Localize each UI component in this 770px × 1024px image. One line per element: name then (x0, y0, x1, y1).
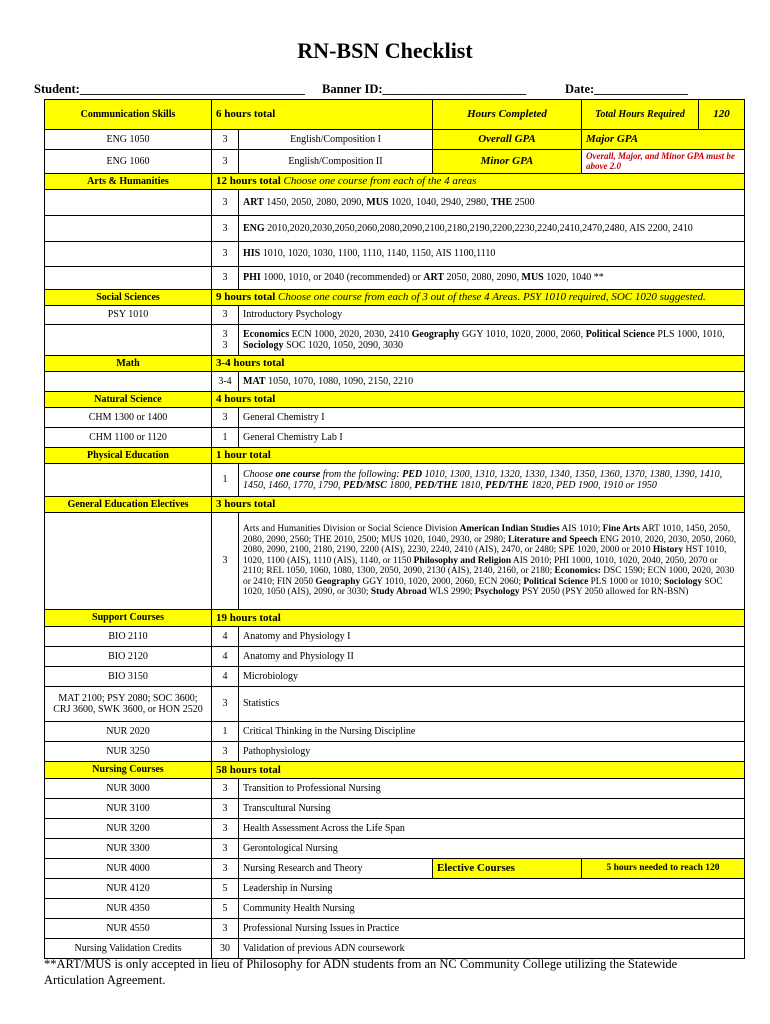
course-description: Transition to Professional Nursing (239, 779, 745, 799)
course-description: Anatomy and Physiology I (239, 627, 745, 647)
page-title: RN-BSN Checklist (297, 38, 473, 63)
course-options (239, 242, 745, 267)
course-code: ENG 1060 (45, 150, 212, 174)
major-gpa-label: Major GPA (582, 130, 745, 150)
text-run: Arts and Humanities Division or Social Science Division (243, 524, 460, 535)
section-hours-text: 3 hours total (216, 498, 276, 511)
table-row (45, 722, 745, 742)
course-hours: 3 (212, 799, 239, 819)
text-run: Political Science (585, 328, 655, 340)
table-row (45, 325, 745, 356)
course-hours: 4 (212, 627, 239, 647)
section-header-row (45, 448, 745, 464)
text-run: ENG 2010, 2020, 2030, 2050, 2060, 2080, 2090, 2100, 2180, 2190, 2200 (AIS), 2230, 2240, 2410 (AIS), 2470, or 2480; SPE 1020, 2000 or 2010 (243, 534, 737, 556)
section-title-gen_ed: General Education Electives (45, 497, 212, 513)
section-title-nursing: Nursing Courses (45, 762, 212, 779)
section-hours-text: 19 hours total (216, 611, 281, 624)
course-description: Statistics (239, 687, 745, 722)
table-row (45, 464, 745, 497)
section-hours-natural (212, 392, 745, 408)
minor-gpa-label: Minor GPA (433, 150, 582, 174)
footnote: **ART/MUS is only accepted in lieu of Philosophy for ADN students from an NC Community College utilizing the Statewide Articulation Agreement. (44, 957, 678, 988)
table-row (45, 899, 745, 919)
course-code: Nursing Validation Credits (45, 939, 212, 959)
section-title-arts: Arts & Humanities (45, 174, 212, 190)
section-hours-text: 58 hours total (216, 763, 281, 776)
section-title-pe: Physical Education (45, 448, 212, 464)
empty-cell (45, 325, 212, 356)
empty-cell (45, 267, 212, 290)
text-run: ART 1010, 1450, 2050, 2080, 2090, 2560; THE 2010, 2500; MUS 1020, 1040, 2930, or 2980; (243, 524, 731, 545)
text-run: 1020, 1040 ** (543, 272, 604, 284)
table-row (45, 428, 745, 448)
gpa-requirement-note: Overall, Major, and Minor GPA must be above 2.0 (582, 150, 745, 174)
course-description: Gerontological Nursing (239, 839, 745, 859)
section-hours-social (212, 290, 745, 306)
text-run: from the following: (320, 468, 403, 480)
empty-cell (45, 372, 212, 392)
text-run: 1020, 1040, 2940, 2980, (388, 196, 491, 208)
course-hours: 3-4 (212, 372, 239, 392)
course-hours: 5 (212, 879, 239, 899)
text-run: PED/MSC (343, 480, 387, 491)
text-run: 1050, 1070, 1080, 1090, 2150, 2210 (265, 375, 414, 387)
text-run: Literature and Speech (507, 534, 598, 545)
text-run: Philosophy and Religion (413, 555, 512, 566)
course-hours: 3 (212, 859, 239, 879)
course-hours: 4 (212, 647, 239, 667)
text-run: MUS (521, 272, 544, 284)
empty-cell (45, 513, 212, 610)
text-run: PED/THE (485, 480, 529, 491)
course-description: General Chemistry I (239, 408, 745, 428)
course-code: BIO 2120 (45, 647, 212, 667)
section-hint: Choose one course from each of 3 out of these 4 Areas. PSY 1010 required, SOC 1020 suggested. (278, 291, 706, 304)
course-options (239, 216, 745, 242)
course-code: NUR 2020 (45, 722, 212, 742)
table-row (45, 190, 745, 216)
section-title-communication: Communication Skills (45, 100, 212, 130)
course-hours: 1 (212, 464, 239, 497)
course-hours-line: 3 (222, 328, 228, 340)
course-hours: 3 (212, 919, 239, 939)
section-hours-math (212, 356, 745, 372)
section-hours-pe (212, 448, 745, 464)
course-options (239, 513, 745, 610)
course-code: NUR 3000 (45, 779, 212, 799)
table-row (45, 799, 745, 819)
text-run: Economics (243, 328, 290, 340)
section-hours-support (212, 610, 745, 627)
text-run: THE (491, 196, 513, 208)
empty-cell (45, 190, 212, 216)
section-header-row (45, 290, 745, 306)
course-description: General Chemistry Lab I (239, 428, 745, 448)
elective-hours-note: 5 hours needed to reach 120 (582, 859, 745, 879)
course-code: NUR 3300 (45, 839, 212, 859)
course-hours: 30 (212, 939, 239, 959)
text-run: 2050, 2080, 2090, (444, 272, 522, 284)
course-description: English/Composition II (239, 150, 433, 174)
course-options (239, 190, 745, 216)
section-hours-arts (212, 174, 745, 190)
course-description: Community Health Nursing (239, 899, 745, 919)
text-run: 1000, 1010, or 2040 (recommended) or (260, 272, 424, 284)
date-field-label: Date:_______________ (565, 82, 688, 96)
section-hours-communication: 6 hours total (212, 100, 433, 130)
text-run: HST 1010, 1020, 1100 (AIS), 1110 (AIS), 1140, or 1150 (243, 545, 727, 566)
section-hint: Choose one course from each of the 4 areas (283, 175, 477, 188)
table-row (45, 879, 745, 899)
table-row (45, 647, 745, 667)
text-run: ART (423, 272, 445, 284)
section-title-math: Math (45, 356, 212, 372)
course-hours (212, 325, 239, 356)
text-run: American Indian Studies (459, 524, 560, 535)
table-row (45, 513, 745, 610)
course-code: NUR 3250 (45, 742, 212, 762)
course-code: NUR 4350 (45, 899, 212, 919)
text-run: 1810, (457, 480, 486, 491)
text-run: 1010, 1300, 1310, 1320, 1330, 1340, 1350, 1360, 1370, 1380, 1390, 1410, 1450, 1460, 1770, 1790, (243, 468, 723, 491)
text-run: GGY 1010, 1020, 2000, 2060, ECN 2060; (360, 576, 524, 587)
section-header-row (45, 610, 745, 627)
text-run: History (652, 545, 684, 556)
section-header-row (45, 762, 745, 779)
text-run: Geography (315, 576, 361, 587)
section-header-row (45, 356, 745, 372)
course-hours-line: 3 (222, 340, 228, 351)
course-description: Nursing Research and Theory (239, 859, 433, 879)
course-description: Microbiology (239, 667, 745, 687)
section-header-row (45, 392, 745, 408)
table-row (45, 627, 745, 647)
text-run: GGY 1010, 1020, 2000, 2060, (459, 328, 586, 340)
text-run: WLS 2990; (426, 587, 475, 598)
table-row (45, 372, 745, 392)
course-code: CHM 1100 or 1120 (45, 428, 212, 448)
table-row (45, 216, 745, 242)
course-hours: 3 (212, 216, 239, 242)
hours-completed-label: Hours Completed (433, 100, 582, 130)
text-run: ART (243, 196, 264, 208)
table-row (45, 408, 745, 428)
course-code: ENG 1050 (45, 130, 212, 150)
table-row (45, 242, 745, 267)
table-row (45, 306, 745, 325)
text-run: AIS 2010; PHI 1000, 1010, 1020, 2040, 2050, 2070 or 2110; REL 1050, 1060, 1080, 1300, 2050, 2090, 2130 (AIS), 2140, 2160, or 2180; (243, 555, 718, 577)
course-code: PSY 1010 (45, 306, 212, 325)
student-field-label: Student:____________________________________ (34, 82, 305, 96)
text-run: Political Science (523, 576, 589, 587)
text-run: Study Abroad (370, 587, 427, 598)
text-run: Sociology (243, 340, 284, 351)
course-hours: 3 (212, 242, 239, 267)
text-run: Sociology (664, 576, 703, 587)
text-run: PED (402, 468, 423, 480)
section-hours-text: 3-4 hours total (216, 357, 285, 370)
text-run: SOC 1020, 1050, 2090, 3030 (283, 340, 404, 351)
section-hours-gen_ed (212, 497, 745, 513)
course-code: NUR 4000 (45, 859, 212, 879)
course-hours: 3 (212, 408, 239, 428)
text-run: 2500 (512, 196, 535, 208)
text-run: AIS 1010; (559, 524, 603, 535)
text-run: 1010, 1020, 1030, 1100, 1110, 1140, 1150, AIS 1100,1110 (260, 248, 496, 260)
text-run: 1800, (386, 480, 415, 491)
course-hours: 4 (212, 667, 239, 687)
empty-cell (45, 464, 212, 497)
course-hours: 3 (212, 130, 239, 150)
table-row (45, 667, 745, 687)
course-code: NUR 3100 (45, 799, 212, 819)
course-hours: 5 (212, 899, 239, 919)
course-hours: 3 (212, 687, 239, 722)
course-description: Validation of previous ADN coursework (239, 939, 745, 959)
section-hours-text: 12 hours total (216, 175, 281, 188)
table-row (45, 919, 745, 939)
banner-id-field-label: Banner ID:_______________________ (322, 82, 527, 96)
table-row (45, 839, 745, 859)
section-header-row (45, 497, 745, 513)
text-run: Fine Arts (602, 524, 640, 535)
text-run: Economics: (554, 566, 601, 577)
course-hours: 3 (212, 306, 239, 325)
table-row (45, 779, 745, 799)
course-hours: 3 (212, 190, 239, 216)
course-code: BIO 2110 (45, 627, 212, 647)
text-run: PSY 2050 (PSY 2050 allowed for RN-BSN) (519, 587, 689, 598)
table-row (45, 859, 745, 879)
text-run: 1820, PED 1900, 1910 or 1950 (528, 480, 657, 491)
course-description: Pathophysiology (239, 742, 745, 762)
section-header-row (45, 174, 745, 190)
course-code: MAT 2100; PSY 2080; SOC 3600; CRJ 3600, SWK 3600, or HON 2520 (45, 687, 212, 722)
text-run: ECN 1000, 2020, 2030, 2410 (289, 328, 412, 340)
table-row (45, 819, 745, 839)
course-hours: 3 (212, 150, 239, 174)
course-hours: 3 (212, 819, 239, 839)
course-code: CHM 1300 or 1400 (45, 408, 212, 428)
total-hours-value: 120 (699, 100, 745, 130)
course-description: English/Composition I (239, 130, 433, 150)
text-run: MUS (366, 196, 389, 208)
course-hours: 1 (212, 722, 239, 742)
course-hours: 1 (212, 428, 239, 448)
section-hours-text: 9 hours total (216, 291, 276, 304)
empty-cell (45, 216, 212, 242)
course-hours: 3 (212, 742, 239, 762)
text-run: one course (275, 468, 321, 480)
section-hours-nursing (212, 762, 745, 779)
course-hours: 3 (212, 779, 239, 799)
course-description: Professional Nursing Issues in Practice (239, 919, 745, 939)
table-row (45, 687, 745, 722)
course-description: Critical Thinking in the Nursing Discipline (239, 722, 745, 742)
section-hours-text: 1 hour total (216, 449, 271, 462)
text-run: HIS (243, 248, 261, 260)
course-code: NUR 4120 (45, 879, 212, 899)
course-code: NUR 3200 (45, 819, 212, 839)
text-run: PHI (243, 272, 261, 284)
text-run: Choose (243, 468, 276, 480)
overall-gpa-label: Overall GPA (433, 130, 582, 150)
course-options (239, 325, 745, 356)
course-hours: 3 (212, 267, 239, 290)
total-hours-required-label: Total Hours Required (582, 100, 699, 130)
course-description: Anatomy and Physiology II (239, 647, 745, 667)
checklist-body (45, 100, 745, 959)
course-description: Health Assessment Across the Life Span (239, 819, 745, 839)
course-hours: 3 (212, 513, 239, 610)
text-run: Psychology (474, 587, 520, 598)
text-run: ENG (243, 222, 265, 234)
table-row (45, 742, 745, 762)
table-row (45, 267, 745, 290)
empty-cell (45, 242, 212, 267)
text-run: PLS 1000, 1010, (654, 328, 725, 340)
checklist-table (44, 99, 745, 959)
text-run: 1450, 2050, 2080, 2090, (263, 196, 367, 208)
section-title-support: Support Courses (45, 610, 212, 627)
section-hours-text: 4 hours total (216, 393, 276, 406)
text-run: Geography (411, 328, 460, 340)
course-code: NUR 4550 (45, 919, 212, 939)
course-options (239, 267, 745, 290)
text-run: PLS 1000 or 1010; (588, 576, 665, 587)
course-description: Transcultural Nursing (239, 799, 745, 819)
text-run: 2010,2020,2030,2050,2060,2080,2090,2100,2180,2190,2200,2230,2240,2410,2470,2480, AIS 2200, 2410 (264, 222, 693, 234)
section-title-social: Social Sciences (45, 290, 212, 306)
text-run: DSC 1590; ECN 1000, 2020, 2030 or 2410; FIN 2050 (243, 566, 735, 587)
section-title-natural: Natural Science (45, 392, 212, 408)
text-run: PED/THE (414, 480, 458, 491)
course-hours: 3 (212, 839, 239, 859)
course-options (239, 372, 745, 392)
course-description: Introductory Psychology (239, 306, 745, 325)
elective-courses-label: Elective Courses (433, 859, 582, 879)
text-run: MAT (243, 375, 266, 387)
course-description: Leadership in Nursing (239, 879, 745, 899)
text-run: SOC 1020, 1050 (AIS), 2090, or 3030; (243, 576, 723, 598)
course-options (239, 464, 745, 497)
course-code: BIO 3150 (45, 667, 212, 687)
